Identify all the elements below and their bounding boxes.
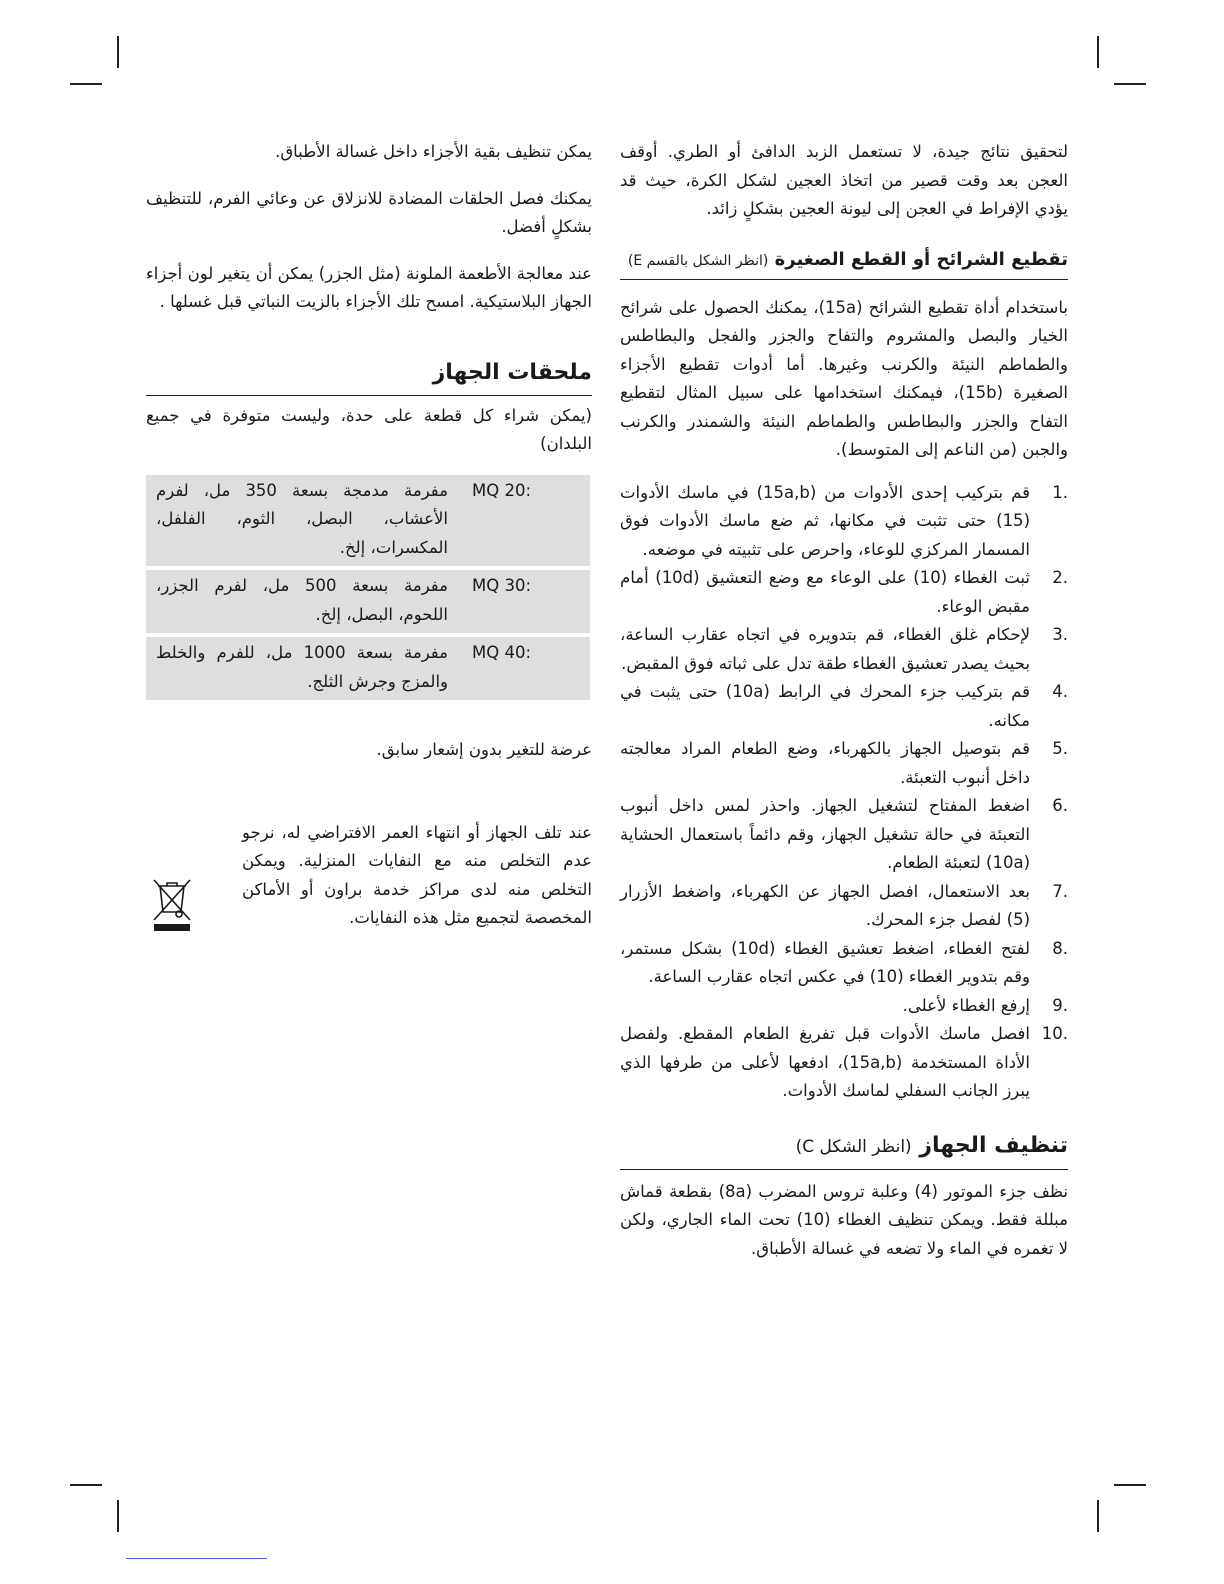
cleaning-heading-title: تنظيف الجهاز — [919, 1132, 1068, 1158]
step-text: إرفع الغطاء لأعلى. — [902, 995, 1030, 1015]
step-text: قم بتركيب إحدى الأدوات من (15a,b) في ماسك الأدوات (15) حتى تثبت في مكانها، ثم ضع ماسك الأدوات فوق المسمار المركزي للوعاء، واحرص على تثبيته في موضعه. — [620, 482, 1030, 559]
crop-mark — [1114, 1484, 1146, 1486]
table-row — [146, 570, 592, 633]
step-item — [620, 1020, 1068, 1106]
step-item — [620, 992, 1068, 1021]
crop-mark — [117, 1500, 119, 1532]
cleaning-heading — [620, 1130, 1068, 1170]
slicing-steps — [620, 479, 1068, 1106]
slicing-heading-title: تقطيع الشرائح أو القطع الصغيرة — [774, 248, 1068, 270]
crop-mark — [117, 36, 119, 68]
crossed-out-wheeled-bin-icon-svg — [150, 876, 194, 934]
left-column — [146, 138, 592, 933]
step-text: لفتح الغطاء، اضغط تعشيق الغطاء (10d) بشكل مستمر، وقم بتدوير الغطاء (10) في عكس اتجاه عقارب الساعة. — [620, 938, 1030, 986]
step-number: 6. — [1052, 796, 1068, 815]
accessory-model: MQ 40: — [460, 637, 592, 700]
table-row — [146, 475, 592, 567]
table-row — [146, 637, 592, 700]
accessory-description: مفرمة بسعة 1000 مل، للفرم والخلط والمزج وجرش الثلج. — [146, 637, 460, 700]
step-item — [620, 735, 1068, 792]
disposal-note: عند تلف الجهاز أو انتهاء العمر الافتراضي له، نرجو عدم التخلص منه مع النفايات المنزلية. ويمكن التخلص منه لدى مراكز خدمة براون أو الأماكن المخصصة لتجميع مثل هذه النفايات. — [242, 822, 592, 927]
step-number: 7. — [1052, 881, 1068, 901]
step-text: اضغط المفتاح لتشغيل الجهاز. واحذر لمس داخل أنبوب التعبئة في حالة تشغيل الجهاز، وقم دائماً باستعمال الحشاية (10a) لتعبئة الطعام. — [620, 796, 1030, 872]
step-text: افصل ماسك الأدوات قبل تفريغ الطعام المقطع. ولفصل الأداة المستخدمة (15a,b)، ادفعها لأعلى من طرفها الذي يبرز الجانب السفلي لماسك الأدوات. — [620, 1024, 1030, 1100]
crop-mark — [1114, 83, 1146, 85]
step-text: لإحكام غلق الغطاء، قم بتدويره في اتجاه عقارب الساعة، بحيث يصدر تعشيق الغطاء طقة تدل على ثباته فوق المقبض. — [620, 625, 1030, 673]
step-item — [620, 935, 1068, 992]
accessory-model: MQ 20: — [460, 475, 592, 567]
accessories-table — [146, 471, 592, 705]
cleaning-heading-note: (انظر الشكل C) — [795, 1136, 912, 1157]
step-number: 1. — [1052, 482, 1068, 502]
right-column — [620, 138, 1068, 1263]
step-text: قم بتركيب جزء المحرك في الرابط (10a) حتى يثبت في مكانه. — [620, 682, 1031, 730]
step-text: بعد الاستعمال، افصل الجهاز عن الكهرباء، واضغط الأزرار (5) لفصل جزء المحرك. — [620, 881, 1030, 929]
accessory-description: مفرمة بسعة 500 مل، لفرم الجزر، اللحوم، البصل، إلخ. — [146, 570, 460, 633]
step-number: 2. — [1052, 568, 1068, 587]
step-text: ثبت الغطاء (10) على الوعاء مع وضع التعشيق (10d) أمام مقبض الوعاء. — [620, 568, 1030, 616]
crop-mark — [70, 1484, 102, 1486]
step-number: 5. — [1052, 739, 1068, 758]
accessory-model: MQ 30: — [460, 570, 592, 633]
slicing-heading — [620, 246, 1068, 280]
step-text: قم بتوصيل الجهاز بالكهرباء، وضع الطعام المراد معالجته داخل أنبوب التعبئة. — [620, 739, 1030, 787]
slicing-text: باستخدام أداة تقطيع الشرائح (15a)، يمكنك الحصول على شرائح الخيار والبصل والمشروم والتفاح والجزر والفجل والبطاطس والطماطم النيئة والكرنب وغيرها. أما أدوات تقطيع الأجزاء الصغيرة (15b)، فيمكنك استخدامها على سبيل المثال لتقطيع التفاح والجزر والبطاطس والطماطم النيئة والشمندر والكرنب والجبن (من الناعم إلى المتوسط). — [620, 297, 1068, 459]
accessories-availability-note: (يمكن شراء كل قطعة على حدة، وليست متوفرة في جميع البلدان) — [146, 405, 592, 453]
step-item — [620, 878, 1068, 935]
step-item — [620, 479, 1068, 565]
step-item — [620, 564, 1068, 621]
colored-food-note: عند معالجة الأطعمة الملونة (مثل الجزر) يمكن أن يتغير لون أجزاء الجهاز البلاستيكية. امسح تلك الأجزاء بالزيت النباتي قبل غسلها . — [146, 263, 592, 311]
step-number: 8. — [1052, 938, 1068, 958]
step-item — [620, 621, 1068, 678]
anti-slip-rings-note: يمكنك فصل الحلقات المضادة للانزلاق عن وعائي الفرم، للتنظيف بشكلٍ أفضل. — [146, 188, 592, 236]
step-number: 9. — [1052, 995, 1068, 1015]
cleaning-text: نظف جزء الموتور (4) وعلبة تروس المضرب (8a) بقطعة قماش مبللة فقط. ويمكن تنظيف الغطاء (10) تحت الماء الجاري، ولكن لا تغمره في الماء ولا تضعه في غسالة الأطباق. — [620, 1181, 1068, 1258]
crop-mark — [1097, 1500, 1099, 1532]
crop-mark — [70, 83, 102, 85]
footer-link-underline — [126, 1558, 267, 1559]
subject-to-change-note: عرضة للتغير بدون إشعار سابق. — [376, 740, 592, 759]
dishwasher-note: يمكن تنظيف بقية الأجزاء داخل غسالة الأطباق. — [275, 142, 592, 161]
accessories-heading: ملحقات الجهاز — [146, 357, 592, 396]
step-item — [620, 792, 1068, 878]
slicing-heading-note: (انظر الشكل بالقسم E) — [627, 252, 769, 269]
step-number: 4. — [1052, 682, 1068, 701]
crop-mark — [1097, 36, 1099, 68]
kneading-tips: لتحقيق نتائج جيدة، لا تستعمل الزبد الدافئ أو الطري. أوقف العجن بعد وقت قصير من اتخاذ العجين لشكل الكرة، حيث قد يؤدي الإفراط في العجن إلى ليونة العجين بشكلٍ زائد. — [620, 142, 1068, 218]
accessory-description: مفرمة مدمجة بسعة 350 مل، لفرم الأعشاب، البصل، الثوم، الفلفل، المكسرات، إلخ. — [146, 475, 460, 567]
crossed-out-wheeled-bin-icon — [150, 876, 194, 934]
step-number: 10. — [1041, 1024, 1068, 1043]
step-item — [620, 678, 1068, 735]
step-number: 3. — [1052, 625, 1068, 644]
